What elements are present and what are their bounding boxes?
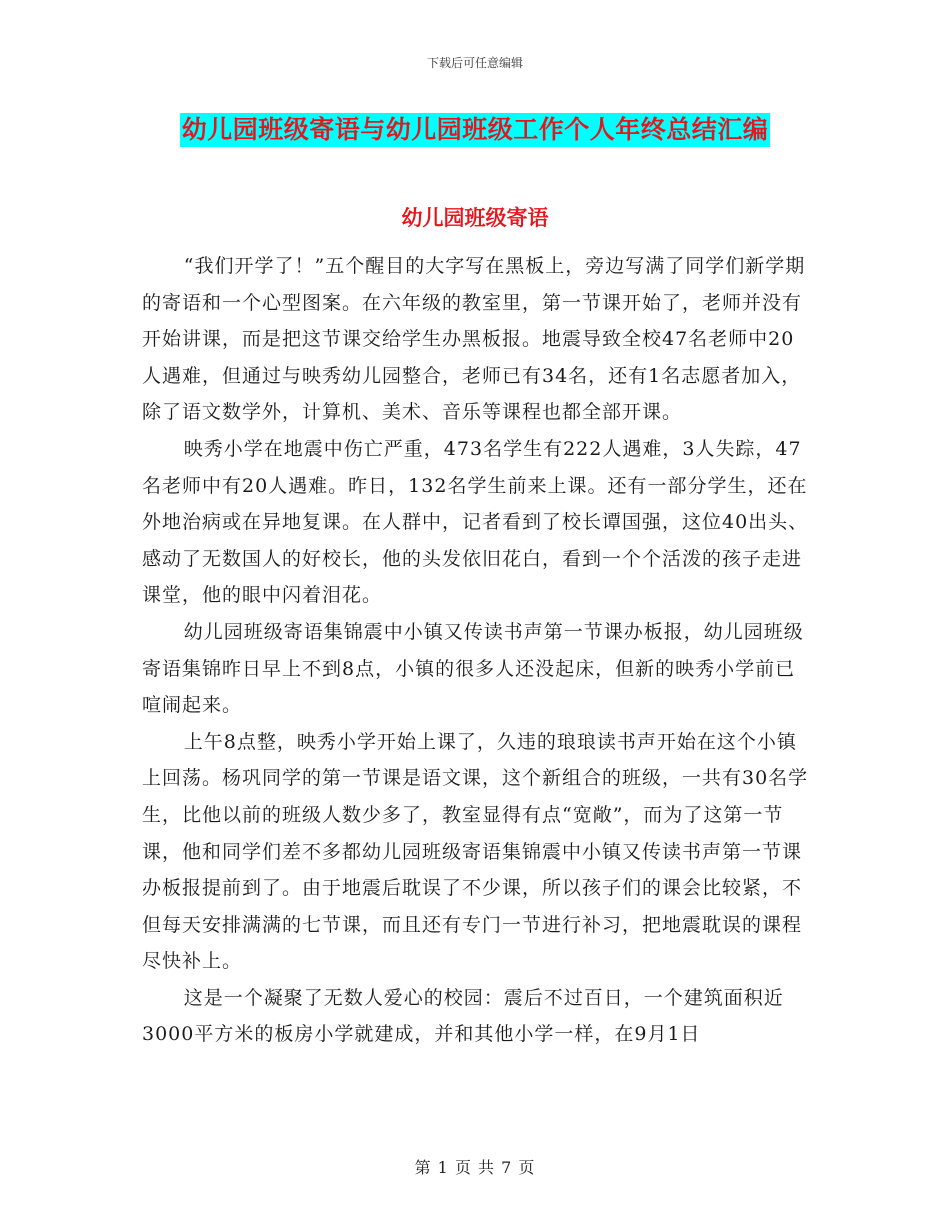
paragraph-4: 上午8点整，映秀小学开始上课了，久违的琅琅读书声开始在这个小镇上回荡。杨巩同学的第一节课是语文课，这个新组合的班级，一共有30名学生，比他以前的班级人数少多了，教室显得有点“宽敞”，而为了这第一节课，他和同学们差不多都幼儿园班级寄语集锦震中小镇又传读书声第一节课办板报提前到了。由于地震后耽误了不少课，所以孩子们的课会比较紧，不但每天安排满满的七节课，而且还有专门一节进行补习，把地震耽误的课程尽快补上。 [142, 730, 809, 973]
document-title-container [0, 113, 950, 147]
header-note: 下载后可任意编辑 [426, 56, 523, 70]
paragraph-1: “我们开学了！”五个醒目的大字写在黑板上，旁边写满了同学们新学期的寄语和一个心型图案。在六年级的教室里，第一节课开始了，老师并没有开始讲课，而是把这节课交给学生办黑板报。地震导致全校47名老师中20人遇难，但通过与映秀幼儿园整合，老师已有34名，还有1名志愿者加入，除了语文数学外，计算机、美术、音乐等课程也都全部开课。 [142, 255, 806, 424]
page-footer: 第 1 页 共 7 页 [414, 1158, 536, 1177]
body-text [142, 248, 810, 1053]
paragraph-3: 幼儿园班级寄语集锦震中小镇又传读书声第一节课办板报，幼儿园班级寄语集锦昨日早上不到8点，小镇的很多人还没起床，但新的映秀小学前已喧闹起来。 [142, 620, 804, 717]
paragraph-2: 映秀小学在地震中伤亡严重，473名学生有222人遇难，3人失踪，47名老师中有20人遇难。昨日，132名学生前来上课。还有一部分学生，还在外地治病或在异地复课。在人群中，记者看到了校长谭国强，这位40出头、感动了无数国人的好校长，他的头发依旧花白，看到一个个活泼的孩子走进课堂，他的眼中闪着泪花。 [142, 437, 809, 607]
section-title: 幼儿园班级寄语 [401, 206, 549, 230]
paragraph-5: 这是一个凝聚了无数人爱心的校园：震后不过百日，一个建筑面积近3000平方米的板房小学就建成，并和其他小学一样，在9月1日 [142, 986, 784, 1046]
document-title: 幼儿园班级寄语与幼儿园班级工作个人年终总结汇编 [180, 113, 771, 147]
